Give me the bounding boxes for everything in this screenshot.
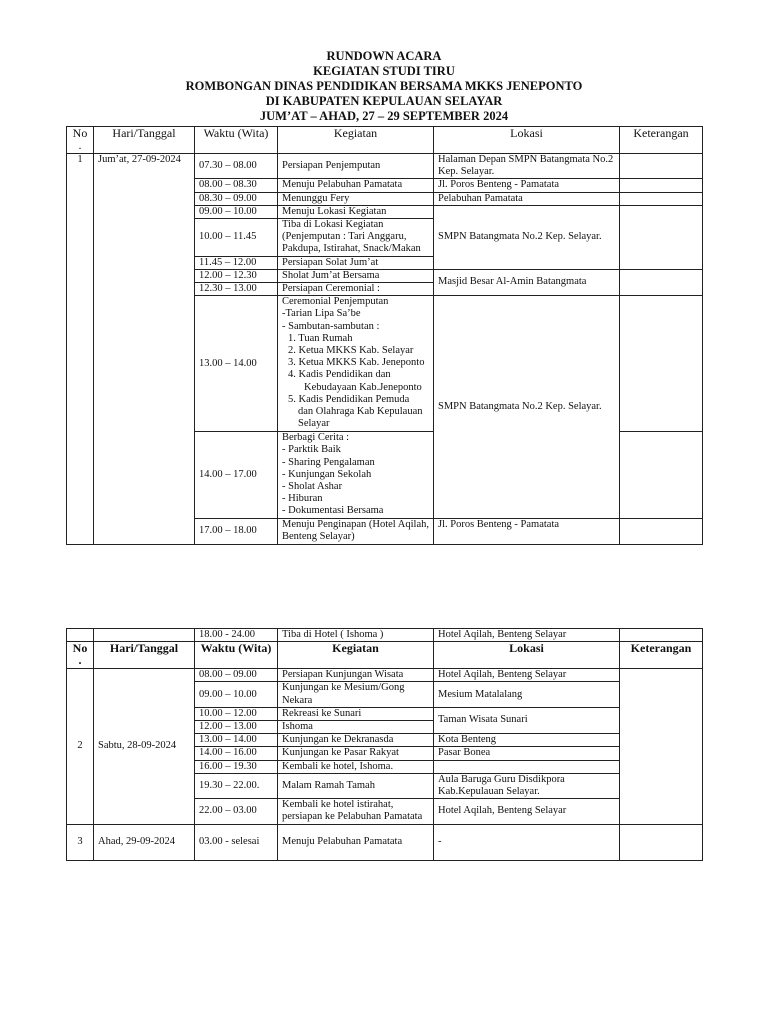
activity-cell: Menunggu Fery	[278, 192, 434, 205]
header-keterangan: Keterangan	[620, 127, 703, 154]
location-cell: Jl. Poros Benteng - Pamatata	[434, 518, 620, 544]
activity-cell: Menuju Pelabuhan Pamatata	[278, 824, 434, 860]
keterangan-cell	[620, 154, 703, 179]
time-cell: 07.30 – 08.00	[195, 154, 278, 179]
berbagi-item: - Sholat Ashar	[282, 481, 343, 493]
ceremonial-item: Selayar	[298, 418, 330, 430]
header-hari-tanggal: Hari/Tanggal	[94, 127, 195, 154]
table-row	[67, 154, 703, 179]
time-cell: 16.00 – 19.30	[195, 760, 278, 773]
location-cell: Taman Wisata Sunari	[434, 707, 620, 733]
activity-cell: Kembali ke hotel, Ishoma.	[278, 760, 434, 773]
activity-cell: Menuju Lokasi Kegiatan	[278, 205, 434, 218]
time-cell: 09.00 – 10.00	[195, 205, 278, 218]
header-lokasi: Lokasi	[434, 127, 620, 154]
berbagi-item: - Kunjungan Sekolah	[282, 468, 372, 480]
header-no: No .	[67, 127, 94, 154]
keterangan-cell	[620, 432, 703, 518]
location-cell: Hotel Aqilah, Benteng Selayar	[434, 629, 620, 642]
table-header-row	[67, 642, 703, 669]
activity-cell: Persiapan Solat Jum’at	[278, 256, 434, 269]
time-cell: 12.00 – 13.00	[195, 721, 278, 734]
day-number: 1	[67, 154, 94, 545]
title-line-2: KEGIATAN STUDI TIRU	[313, 64, 455, 78]
time-cell: 08.00 – 08.30	[195, 179, 278, 192]
title-line-4: DI KABUPATEN KEPULAUAN SELAYAR	[265, 94, 503, 108]
activity-cell: Sholat Jum’at Bersama	[278, 269, 434, 282]
header-waktu: Waktu (Wita)	[195, 127, 278, 154]
title-line-3: ROMBONGAN DINAS PENDIDIKAN BERSAMA MKKS JENEPONTO	[185, 79, 583, 93]
location-cell: SMPN Batangmata No.2 Kep. Selayar.	[434, 296, 620, 518]
header-kegiatan: Kegiatan	[278, 127, 434, 154]
ceremonial-item: 3. Ketua MKKS Kab. Jeneponto	[288, 357, 425, 369]
time-cell: 12.00 – 12.30	[195, 269, 278, 282]
header-kegiatan: Kegiatan	[278, 642, 434, 669]
keterangan-cell	[620, 205, 703, 269]
time-cell: 22.00 – 03.00	[195, 799, 278, 824]
time-cell: 10.00 – 11.45	[195, 219, 278, 257]
berbagi-title: Berbagi Cerita :	[282, 432, 350, 444]
day-date: Jum’at, 27-09-2024	[94, 154, 195, 545]
title-line-1: RUNDOWN ACARA	[326, 49, 442, 63]
location-cell: Hotel Aqilah, Benteng Selayar	[434, 799, 620, 824]
day-date: Sabtu, 28-09-2024	[94, 669, 195, 824]
location-cell: Pelabuhan Pamatata	[434, 192, 620, 205]
table-row	[67, 824, 703, 860]
berbagi-item: - Parktik Baik	[282, 444, 341, 456]
header-lokasi: Lokasi	[434, 642, 620, 669]
location-cell: -	[434, 824, 620, 860]
time-cell: 14.00 – 16.00	[195, 747, 278, 760]
location-cell: Kota Benteng	[434, 734, 620, 747]
location-cell: Aula Baruga Guru Disdikpora Kab.Kepulauan Selayar.	[434, 773, 620, 798]
day-date: Ahad, 29-09-2024	[94, 824, 195, 860]
time-cell: 11.45 – 12.00	[195, 256, 278, 269]
activity-cell: Kembali ke hotel istirahat, persiapan ke Pelabuhan Pamatata	[278, 799, 434, 824]
activity-cell: Kunjungan ke Dekranasda	[278, 734, 434, 747]
time-cell: 03.00 - selesai	[195, 824, 278, 860]
ceremonial-item: 5. Kadis Pendidikan Pemuda	[288, 393, 410, 405]
berbagi-item: - Sharing Pengalaman	[282, 456, 375, 468]
berbagi-item: - Dokumentasi Bersama	[282, 505, 384, 517]
date-cell	[94, 629, 195, 642]
ceremonial-item: 4. Kadis Pendidikan dan	[288, 369, 391, 381]
keterangan-cell	[620, 269, 703, 295]
keterangan-cell	[620, 629, 703, 642]
activity-cell: Ishoma	[278, 721, 434, 734]
time-cell: 12.30 – 13.00	[195, 283, 278, 296]
berbagi-item: - Hiburan	[282, 493, 323, 505]
location-cell: Mesium Matalalang	[434, 682, 620, 707]
title-line-5: JUM’AT – AHAD, 27 – 29 SEPTEMBER 2024	[259, 109, 509, 123]
time-cell: 14.00 – 17.00	[195, 432, 278, 518]
time-cell: 17.00 – 18.00	[195, 518, 278, 544]
keterangan-cell	[620, 179, 703, 192]
location-cell: Masjid Besar Al-Amin Batangmata	[434, 269, 620, 295]
time-cell: 08.00 – 09.00	[195, 669, 278, 682]
keterangan-cell	[620, 296, 703, 432]
time-cell: 08.30 – 09.00	[195, 192, 278, 205]
activity-cell: Menuju Pelabuhan Pamatata	[278, 179, 434, 192]
table-row	[67, 669, 703, 682]
no-cell	[67, 629, 94, 642]
location-cell: Jl. Poros Benteng - Pamatata	[434, 179, 620, 192]
time-cell: 13.00 – 14.00	[195, 296, 278, 432]
ceremonial-item: dan Olahraga Kab Kepulauan	[298, 406, 423, 418]
header-keterangan: Keterangan	[620, 642, 703, 669]
location-cell: Halaman Depan SMPN Batangmata No.2 Kep. Selayar.	[434, 154, 620, 179]
header-hari-tanggal: Hari/Tanggal	[94, 642, 195, 669]
time-cell: 18.00 - 24.00	[195, 629, 278, 642]
activity-cell: Persiapan Kunjungan Wisata	[278, 669, 434, 682]
ceremonial-line: - Sambutan-sambutan :	[282, 320, 380, 332]
activity-cell: Menuju Penginapan (Hotel Aqilah, Benteng Selayar)	[278, 518, 434, 544]
time-cell: 10.00 – 12.00	[195, 707, 278, 720]
ceremonial-title: Ceremonial Penjemputan	[282, 296, 389, 308]
time-cell: 13.00 – 14.00	[195, 734, 278, 747]
activity-cell: Malam Ramah Tamah	[278, 773, 434, 798]
location-cell: Pasar Bonea	[434, 747, 620, 760]
activity-cell: Persiapan Penjemputan	[278, 154, 434, 179]
location-cell: SMPN Batangmata No.2 Kep. Selayar.	[434, 205, 620, 269]
time-cell: 09.00 – 10.00	[195, 682, 278, 707]
activity-cell-berbagi	[278, 432, 434, 518]
day-number: 2	[67, 669, 94, 824]
time-cell: 19.30 – 22.00.	[195, 773, 278, 798]
activity-cell: Kunjungan ke Mesium/Gong Nekara	[278, 682, 434, 707]
location-cell	[434, 760, 620, 773]
location-cell: Hotel Aqilah, Benteng Selayar	[434, 669, 620, 682]
day-number: 3	[67, 824, 94, 860]
activity-cell: Tiba di Hotel ( Ishoma )	[278, 629, 434, 642]
ceremonial-line: -Tarian Lipa Sa’be	[282, 308, 361, 320]
header-waktu: Waktu (Wita)	[195, 642, 278, 669]
table-row	[67, 629, 703, 642]
keterangan-cell	[620, 518, 703, 544]
keterangan-cell	[620, 824, 703, 860]
activity-cell: Rekreasi ke Sunari	[278, 707, 434, 720]
table-header-row	[67, 127, 703, 154]
ceremonial-item: Kebudayaan Kab.Jeneponto	[304, 381, 422, 393]
ceremonial-item: 2. Ketua MKKS Kab. Selayar	[288, 345, 414, 357]
activity-cell: Kunjungan ke Pasar Rakyat	[278, 747, 434, 760]
header-no: No .	[67, 642, 94, 669]
keterangan-cell	[620, 669, 703, 824]
rundown-table-day2-3	[66, 628, 703, 861]
rundown-table-day1	[66, 126, 703, 545]
ceremonial-item: 1. Tuan Rumah	[288, 332, 353, 344]
activity-cell-ceremonial	[278, 296, 434, 432]
activity-cell: Tiba di Lokasi Kegiatan (Penjemputan : Tari Anggaru, Pakdupa, Istirahat, Snack/Makan	[278, 219, 434, 257]
keterangan-cell	[620, 192, 703, 205]
activity-cell: Persiapan Ceremonial :	[278, 283, 434, 296]
